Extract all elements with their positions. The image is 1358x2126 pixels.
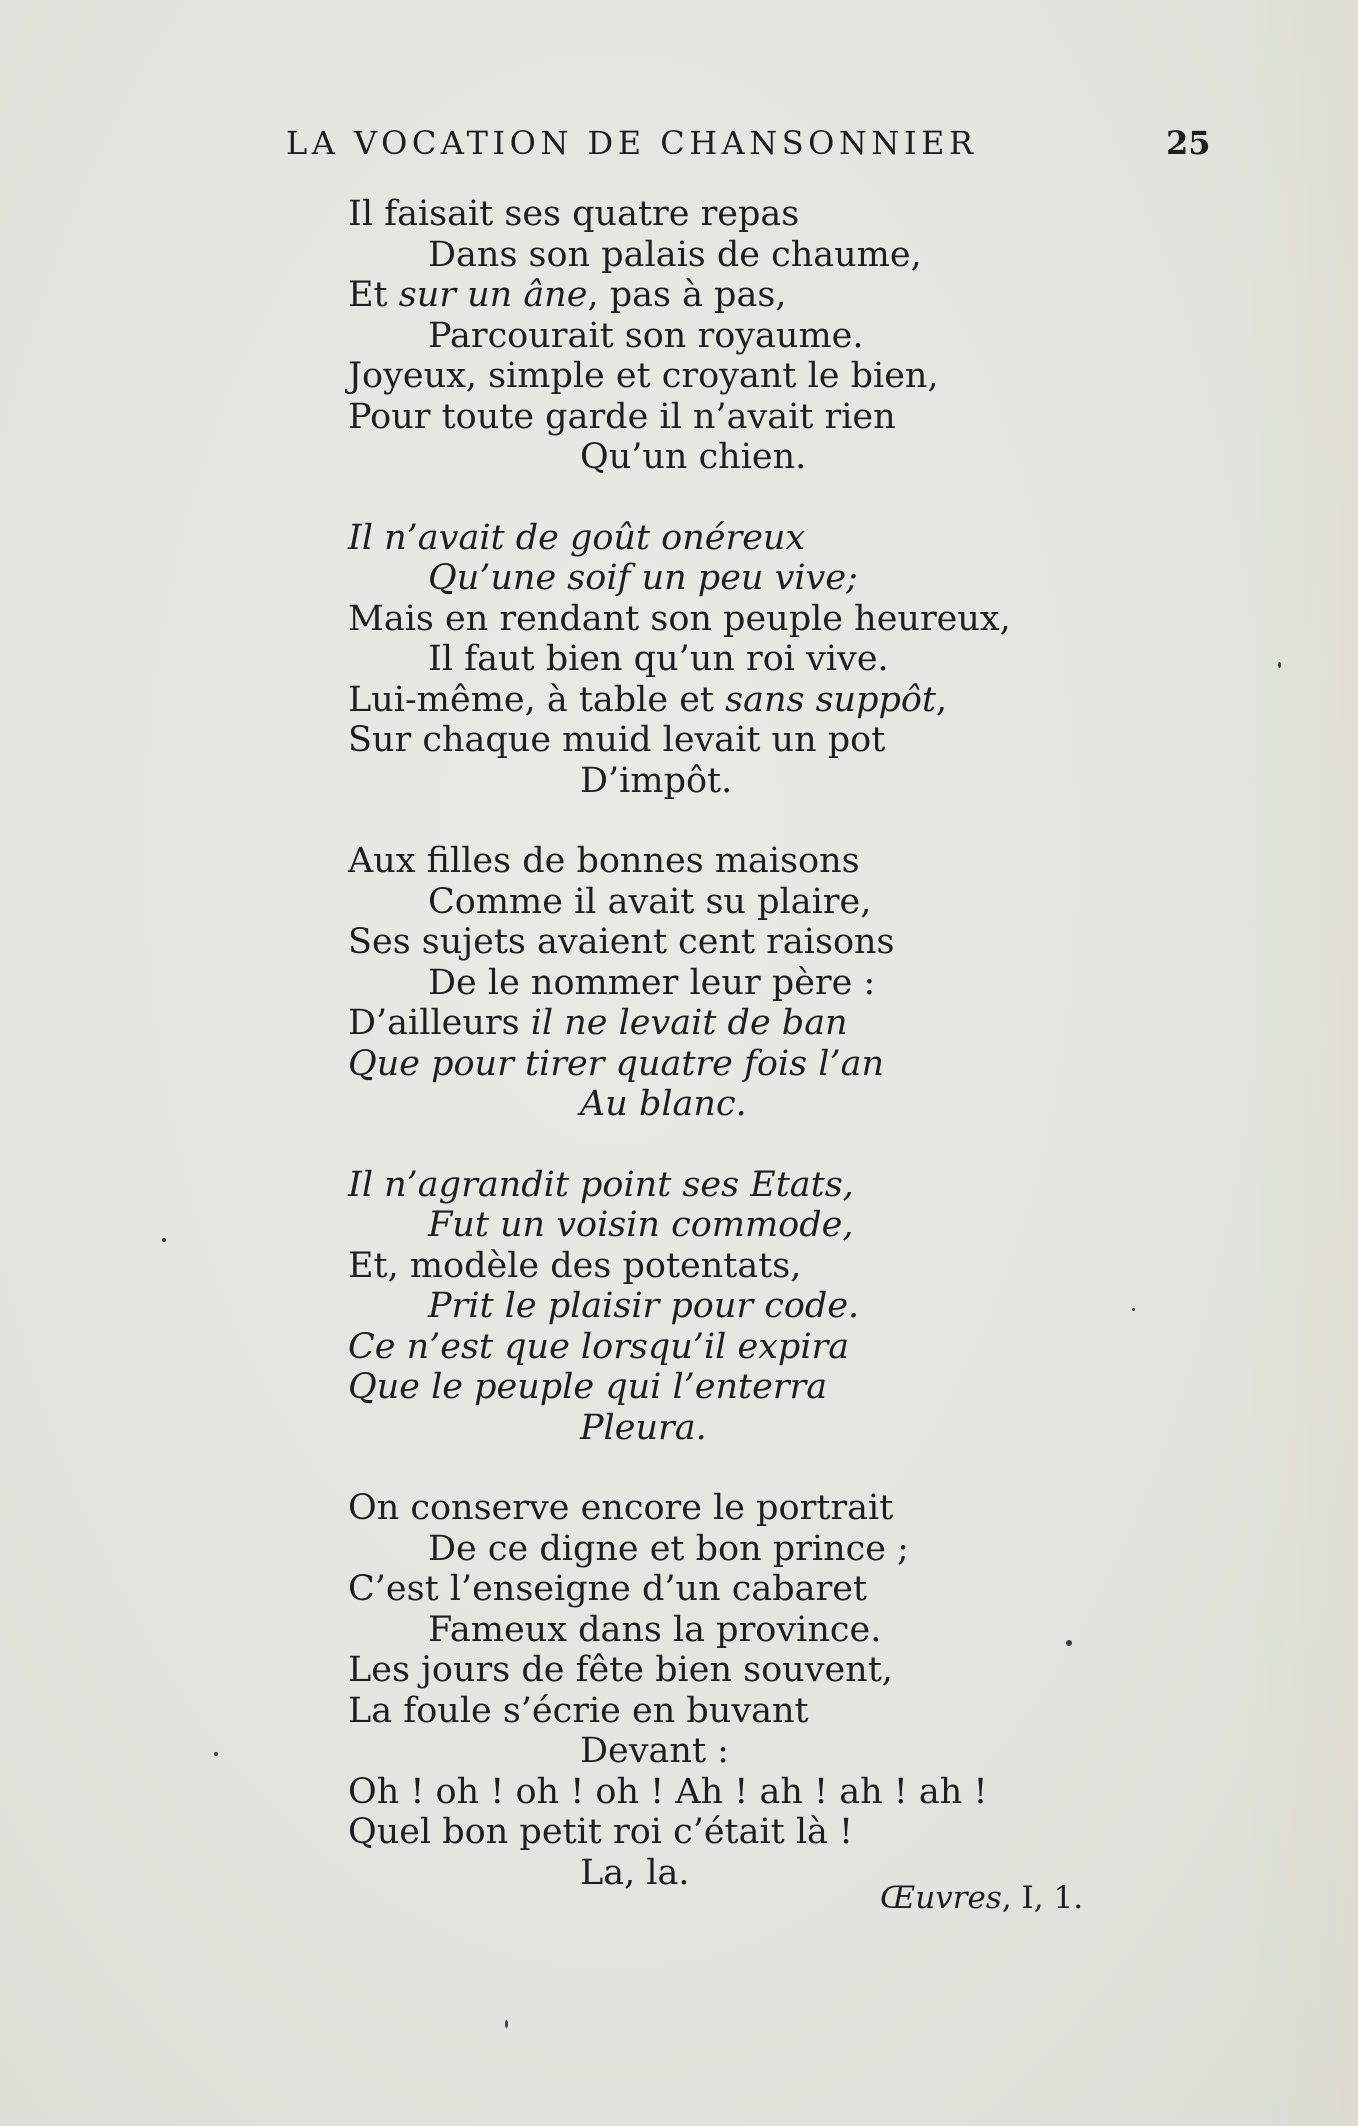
verse-line: Mais en rendant son peuple heureux, <box>348 598 1011 639</box>
verse-line: Parcourait son royaume. <box>428 315 864 356</box>
running-head <box>0 118 1358 168</box>
verse-line <box>348 275 1148 316</box>
verse-segment-italic: sans suppôt <box>725 679 937 720</box>
verse-line: On conserve encore le portrait <box>348 1488 894 1528</box>
ink-speck <box>505 2020 508 2028</box>
verse-line: Joyeux, simple et croyant le bien, <box>348 356 939 396</box>
ink-speck <box>1132 1308 1135 1311</box>
verse-line: Ce n’est que lorsqu’il expira <box>348 1326 850 1367</box>
verse-segment: , pas à pas, <box>587 275 787 315</box>
verse-segment: Et <box>348 275 399 315</box>
verse-segment: D’ailleurs <box>348 1003 531 1043</box>
verse-line: Que pour tirer quatre fois l’an <box>348 1043 884 1084</box>
verse-line: Ses sujets avaient cent raisons <box>348 922 895 962</box>
verse-line: Il faisait ses quatre repas <box>348 194 800 234</box>
verse-line: Que le peuple qui l’enterra <box>348 1367 828 1407</box>
verse-segment: Lui-même, à table et <box>348 679 726 720</box>
verse-line: Devant : <box>580 1731 729 1771</box>
attribution <box>880 1876 1083 1920</box>
verse-line: Qu’un chien. <box>580 437 807 477</box>
poem <box>348 194 1148 1933</box>
stanza-3 <box>348 841 1148 1125</box>
verse-line: Fameux dans la province. <box>428 1609 882 1650</box>
verse-line: Il n’avait de goût onéreux <box>348 517 806 558</box>
stanza-1 <box>348 194 1148 478</box>
page-edge-stain <box>1248 0 1358 2126</box>
verse-line: Il n’agrandit point ses Etats, <box>348 1164 854 1205</box>
verse-line: Fut un voisin commode, <box>428 1205 854 1245</box>
attribution-ref: , I, 1. <box>1001 1880 1084 1916</box>
stanza-4 <box>348 1165 1148 1449</box>
verse-line: Il faut bien qu’un roi vive. <box>428 639 889 679</box>
stanza-5 <box>348 1488 1148 1893</box>
stanza-2 <box>348 518 1148 802</box>
verse-line: Dans son palais de chaume, <box>428 234 922 275</box>
verse-line: Sur chaque muid levait un pot <box>348 720 886 760</box>
verse-line: Pour toute garde il n’avait rien <box>348 396 896 437</box>
verse-line: Aux filles de bonnes maisons <box>348 841 860 881</box>
verse-line: Qu’une soif un peu vive; <box>428 558 858 598</box>
verse-segment-italic: sur un âne <box>398 275 588 315</box>
verse-line: La, la. <box>580 1852 690 1893</box>
attribution-work: Œuvres <box>880 1880 1002 1916</box>
ink-speck <box>162 1238 166 1242</box>
page-number: 25 <box>1166 124 1211 162</box>
verse-line: La foule s’écrie en buvant <box>348 1690 809 1731</box>
verse-line <box>348 680 1148 721</box>
verse-segment: , <box>936 679 948 720</box>
ink-speck <box>1066 1640 1072 1646</box>
verse-line: Au blanc. <box>580 1084 747 1124</box>
ink-speck <box>214 1752 218 1756</box>
verse-line: De le nommer leur père : <box>428 962 876 1003</box>
verse-line: Et, modèle des potentats, <box>348 1245 802 1286</box>
verse-line: C’est l’enseigne d’un cabaret <box>348 1569 867 1609</box>
verse-line: Comme il avait su plaire, <box>428 881 872 922</box>
ink-speck <box>1278 662 1281 668</box>
verse-line <box>348 1003 1148 1044</box>
verse-line: D’impôt. <box>580 760 733 801</box>
verse-line: De ce digne et bon prince ; <box>428 1528 909 1569</box>
verse-line: Oh ! oh ! oh ! oh ! Ah ! ah ! ah ! ah ! <box>348 1771 988 1812</box>
verse-line: Prit le plaisir pour code. <box>428 1286 860 1326</box>
verse-line: Les jours de fête bien souvent, <box>348 1650 893 1690</box>
verse-segment-italic: il ne levait de ban <box>530 1003 848 1043</box>
verse-line: Quel bon petit roi c’était là ! <box>348 1812 854 1852</box>
running-title: LA VOCATION DE CHANSONNIER <box>286 124 978 162</box>
verse-line: Pleura. <box>580 1407 707 1448</box>
